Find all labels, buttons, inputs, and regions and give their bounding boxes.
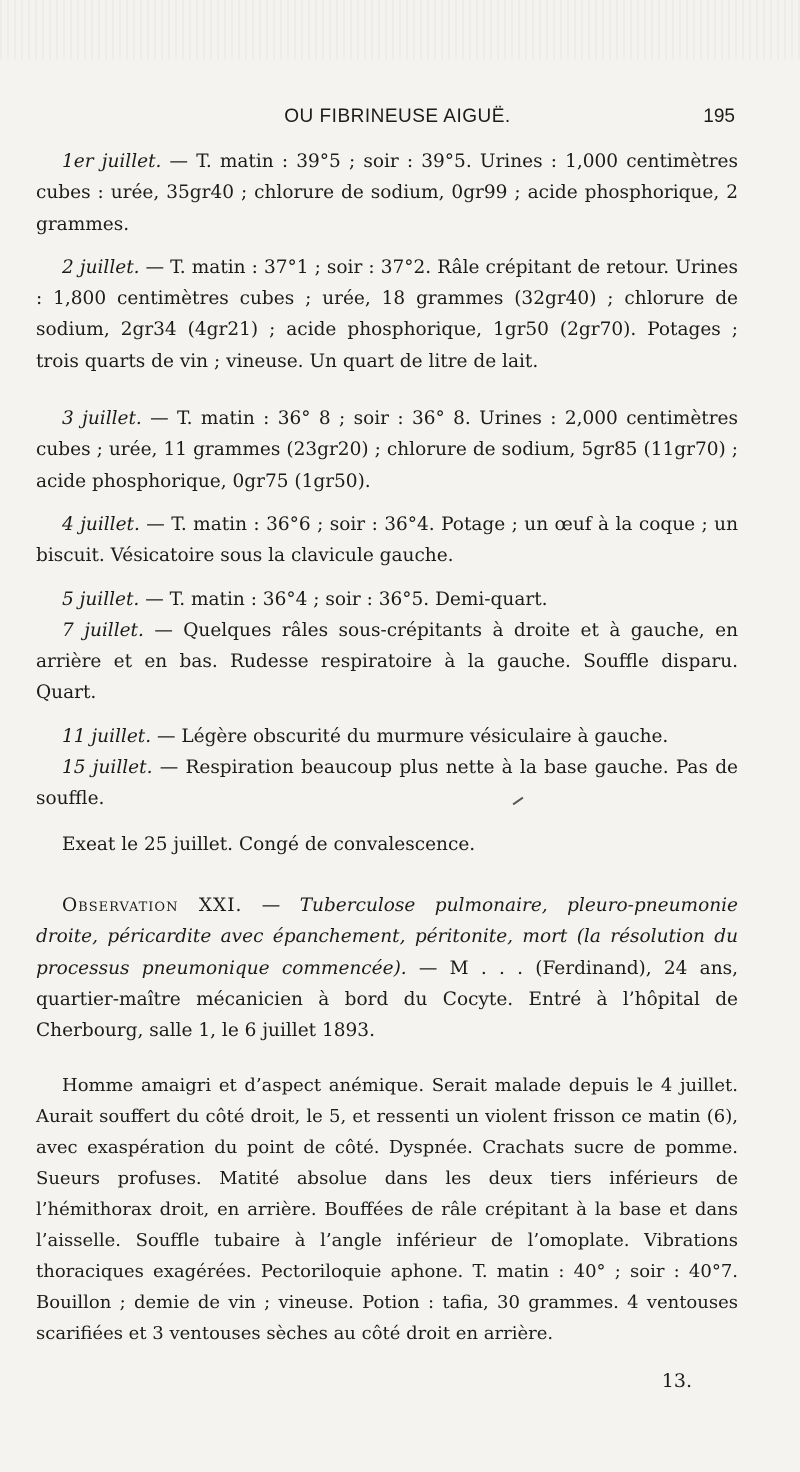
exeat-line: Exeat le 25 juillet. Congé de convalescence. <box>62 833 476 855</box>
observation-patient: — M . . . (Ferdinand), 24 ans, quartier-maître mécanicien à bord du Cocyte. Entré à l’hôpital de Cherbourg, salle 1, le 6 juillet 1893. <box>36 957 738 1042</box>
entry-text: — Légère obscurité du murmure vésiculaire à gauche. <box>151 725 669 747</box>
entry-4 <box>36 509 738 572</box>
entry-date: 5 juillet. <box>62 588 140 610</box>
entry-1 <box>36 146 738 240</box>
entry-text: — T. matin : 36°4 ; soir : 36°5. Demi-quart. <box>139 588 548 610</box>
page-header <box>60 106 735 136</box>
entry-text: — Respiration beaucoup plus nette à la base gauche. Pas de souffle. <box>36 757 738 810</box>
entry-8 <box>36 752 738 815</box>
entry-date: 3 juillet. <box>62 408 142 430</box>
entry-2 <box>36 252 738 377</box>
entry-7 <box>36 721 738 752</box>
entry-date: 1er juillet. <box>62 151 162 172</box>
entry-6 <box>36 615 738 709</box>
entry-text: — T. matin : 39°5 ; soir : 39°5. Urines : 1,000 centimètres cubes : urée, 35gr40 ; chlorure de sodium, 0gr99 ; acide phosphorique, 2 grammes. <box>36 151 738 235</box>
entry-date: 11 juillet. <box>62 725 152 747</box>
entry-date: 7 juillet. <box>62 619 144 641</box>
signature-mark: 13. <box>661 1370 692 1392</box>
entry-text: — T. matin : 37°1 ; soir : 37°2. Râle crépitant de retour. Urines : 1,800 centimètres cubes ; urée, 18 grammes (32gr40) ; chlorure de sodium, 2gr34 (4gr21) ; acide phosphorique, 1gr50 (2gr70). Potages ; trois quarts de vin ; vineuse. Un quart de litre de lait. <box>36 256 738 372</box>
observation-lead: Observation XXI. <box>62 894 243 916</box>
clinical-description: Homme amaigri et d’aspect anémique. Serait malade depuis le 4 juillet. Aurait souffert du côté droit, le 5, et ressenti un violent frisson ce matin (6), avec exaspération du point de côté. Dyspnée. Crachats sucre de pomme. Sueurs profuses. Matité absolue dans les deux tiers inférieurs de l’hémithorax droit, en arrière. Bouffées de râle crépitant à la base et dans l’aisselle. Souffle tubaire à l’angle inférieur de l’omoplate. Vibrations thoraciques exagérées. Pectoriloquie aphone. T. matin : 40° ; soir : 40°7. Bouillon ; demie de vin ; vineuse. Potion : tafia, 30 grammes. 4 ventouses scarifiées et 3 ventouses sèches au côté droit en arrière. <box>36 1075 738 1345</box>
entry-date: 2 juillet. <box>62 256 140 278</box>
entry-text: — T. matin : 36° 8 ; soir : 36° 8. Urines : 2,000 centimètres cubes ; urée, 11 grammes (23gr20) ; chlorure de sodium, 5gr85 (11gr70) ; acide phosphorique, 0gr75 (1gr50). <box>36 408 738 492</box>
observation-heading <box>36 890 738 1046</box>
entry-3 <box>36 403 738 497</box>
running-title: OU FIBRINEUSE AIGUË. <box>284 106 511 127</box>
entry-date: 15 juillet. <box>62 757 153 779</box>
entry-text: — T. matin : 36°6 ; soir : 36°4. Potage ; un œuf à la coque ; un biscuit. Vésicatoire sous la clavicule gauche. <box>36 513 738 567</box>
observation-title: — Tuberculose pulmonaire, pleuro-pneumonie droite, péricardite avec épanchement, péritonite, mort (la résolution du processus pneumonique commencée). <box>36 894 739 979</box>
entry-date: 4 juillet. <box>62 513 140 535</box>
entry-5 <box>36 584 738 615</box>
page-number: 195 <box>703 106 735 127</box>
page-body <box>36 146 738 1349</box>
scan-edge-noise <box>0 0 800 60</box>
entry-text: — Quelques râles sous-crépitants à droite et à gauche, en arrière et en bas. Rudesse respiratoire à la gauche. Souffle disparu. Quart. <box>36 619 738 704</box>
